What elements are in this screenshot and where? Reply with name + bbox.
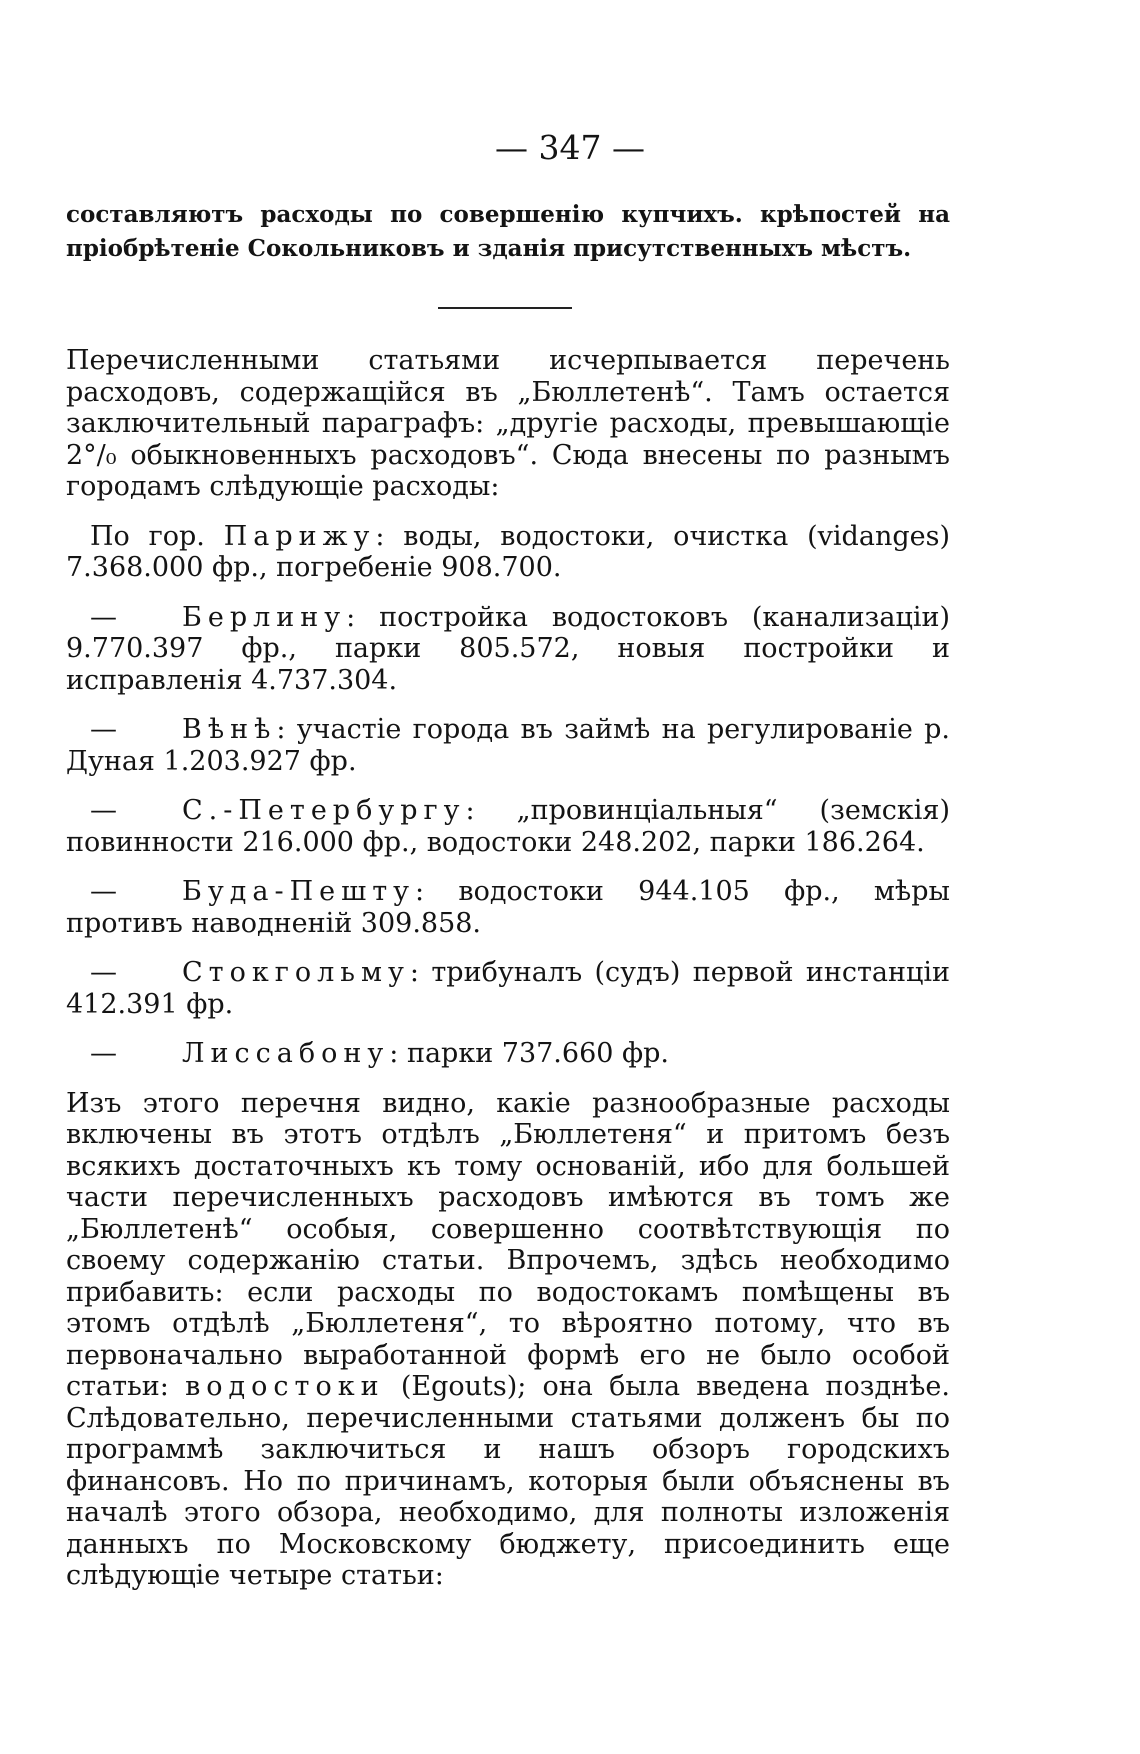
city-entry-stockholm: — Стокгольму: трибуналъ (судъ) первой инстанціи 412.391 фр.	[66, 957, 950, 1020]
spaced-term: водостоки	[185, 1371, 385, 1402]
city-name: С.-Петербургу	[182, 795, 466, 826]
final-paragraph: Изъ этого перечня видно, какіе разнообразные расходы включены въ этотъ отдѣлъ „Бюллетеня“ и притомъ безъ всякихъ достаточныхъ къ тому основаній, ибо для большей части перечисленныхъ расходовъ имѣются въ томъ же „Бюллетенѣ“ особыя, совершенно соотвѣтствующія по своему содержанію статьи. Впрочемъ, здѣсь необходимо прибавить: если расходы по водостокамъ помѣщены въ этомъ отдѣлѣ „Бюллетеня“, то вѣроятно потому, что въ первоначально выработанной формѣ его не было особой статьи: водостоки (Egouts); она была введена позднѣе. Слѣдовательно, перечисленными статьями долженъ бы по программѣ заключиться и нашъ обзоръ городскихъ финансовъ. Но по причинамъ, которыя были объяснены въ началѣ этого обзора, необходимо, для полноты изложенія данныхъ по Московскому бюджету, присоединить еще слѣдующіе четыре статьи:	[66, 1087, 950, 1591]
city-entry-petersburg: — С.-Петербургу: „провинціальныя“ (земскія) повинности 216.000 фр., водостоки 248.202, парки 186.264.	[66, 795, 950, 858]
section-divider	[438, 307, 572, 309]
intro-paragraph: Перечисленными статьями исчерпывается перечень расходовъ, содержащійся въ „Бюллетенѣ“. Тамъ остается заключительный параграфъ: „другіе расходы, превышающіе 2°/₀ обыкновенныхъ расходовъ“. Сюда внесены по разнымъ городамъ слѣдующіе расходы:	[66, 345, 950, 502]
city-name: Буда-Пешту	[182, 876, 416, 907]
city-entry-berlin: — Берлину: постройка водостоковъ (канализаціи) 9.770.397 фр., парки 805.572, новыя постройки и исправленія 4.737.304.	[66, 601, 950, 696]
city-name: Вѣнѣ	[182, 714, 277, 745]
city-name: Стокгольму	[182, 957, 410, 988]
city-entry-lisbon: — Лиссабону: парки 737.660 фр.	[90, 1038, 670, 1069]
page-number: — 347 —	[495, 128, 645, 167]
city-entry-paris: По гор. Парижу: воды, водостоки, очистка (vidanges) 7.368.000 фр., погребеніе 908.700.	[66, 520, 950, 583]
city-entry-vienna: — Вѣнѣ: участіе города въ займѣ на регулированіе р. Дуная 1.203.927 фр.	[66, 714, 950, 777]
city-entry-budapest: — Буда-Пешту: водостоки 944.105 фр., мѣры противъ наводненій 309.858.	[66, 876, 950, 939]
city-name: Лиссабону	[182, 1038, 390, 1069]
city-name: Берлину	[182, 601, 347, 633]
city-name: Парижу	[223, 520, 376, 552]
footnote-continuation: составляютъ расходы по совершенію купчихъ. крѣпостей на пріобрѣтеніе Сокольниковъ и зданія присутственныхъ мѣстъ.	[66, 201, 950, 262]
main-text	[66, 345, 950, 1592]
